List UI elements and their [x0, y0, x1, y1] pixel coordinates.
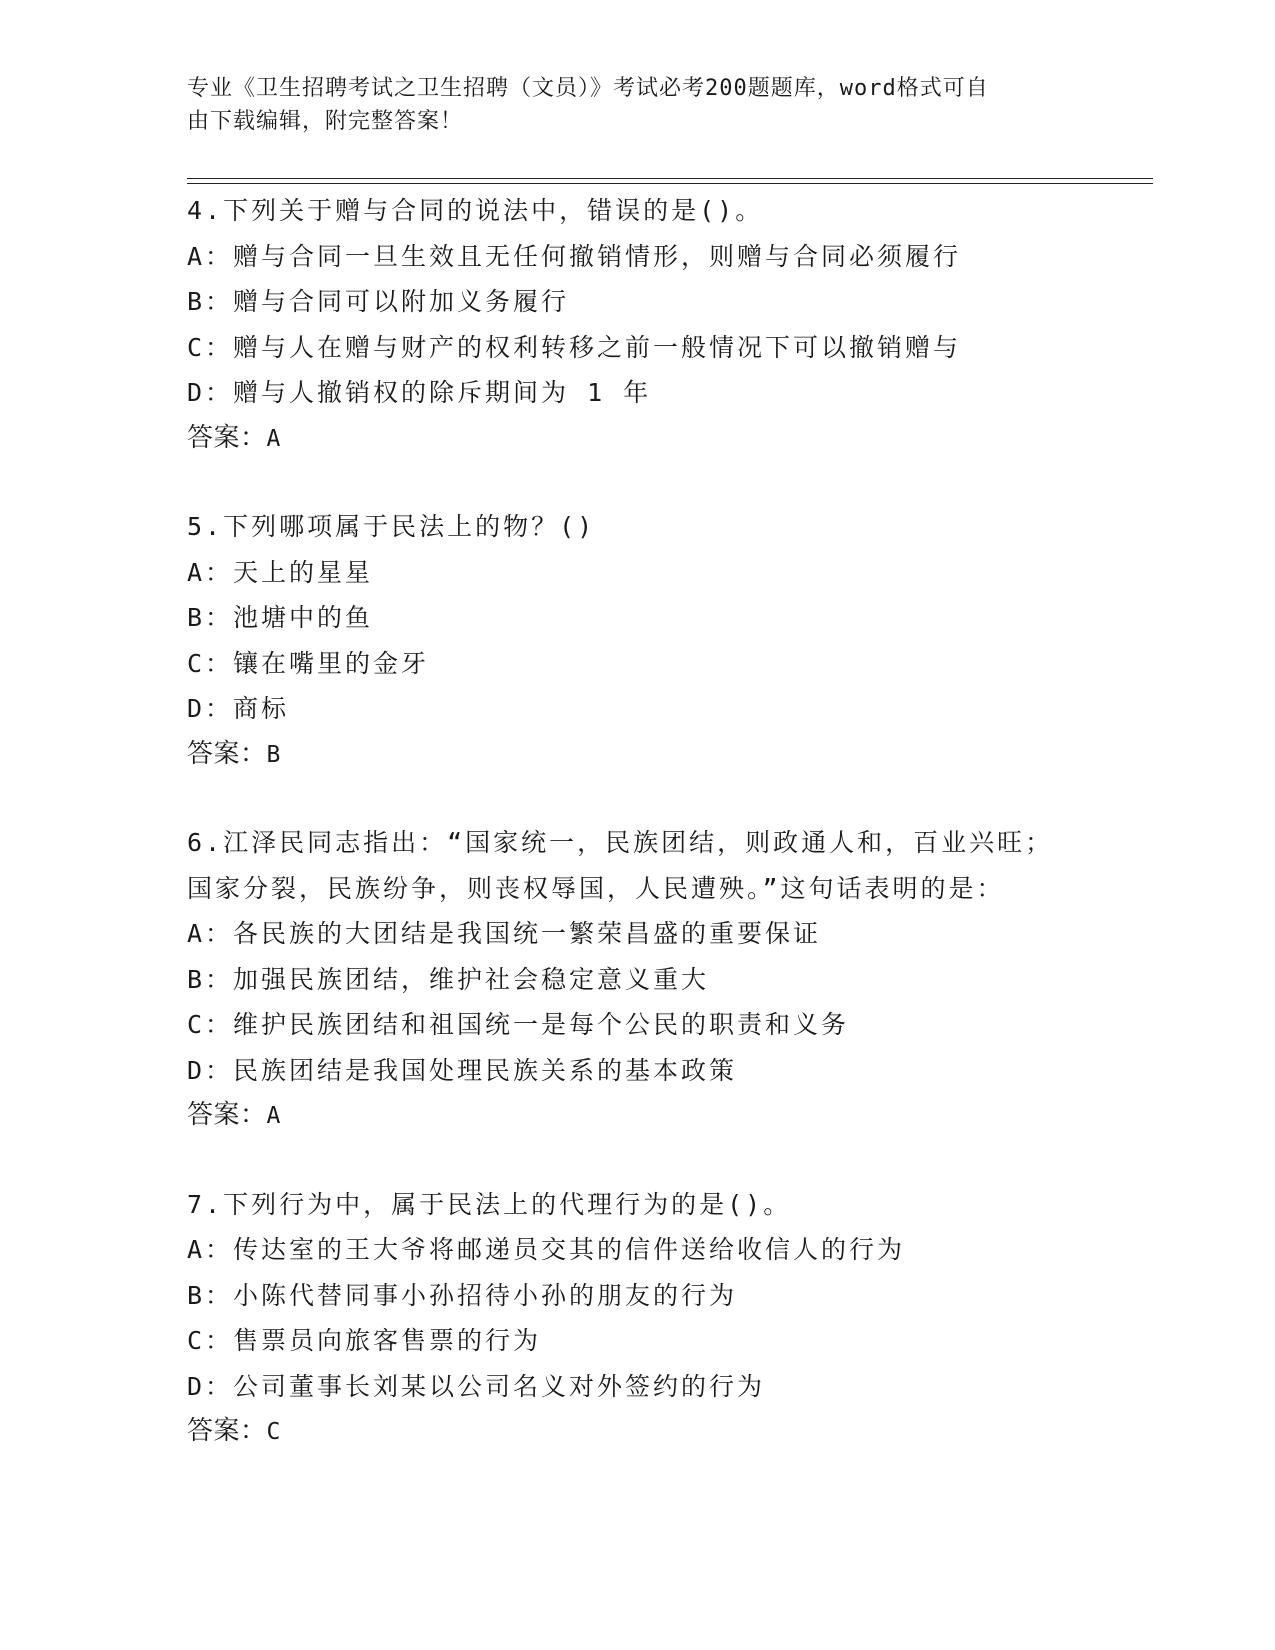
question-stem: 6.江泽民同志指出：“国家统一，民族团结，则政通人和，百业兴旺；	[187, 828, 1054, 857]
question-list	[187, 188, 1187, 1498]
option-d: D：商标	[187, 694, 290, 723]
header-rule-top	[187, 178, 1153, 179]
option-c: C：售票员向旅客售票的行为	[187, 1326, 542, 1355]
document-header	[187, 72, 1087, 138]
question-4	[187, 188, 1187, 461]
question-5	[187, 504, 1187, 777]
header-line-2: 由下载编辑，附完整答案！	[187, 109, 464, 134]
option-b: B：赠与合同可以附加义务履行	[187, 287, 570, 316]
answer-line	[187, 732, 1187, 778]
option-d: D：赠与人撤销权的除斥期间为 1 年	[187, 378, 652, 407]
option-a: A：天上的星星	[187, 557, 374, 587]
answer-value: A	[266, 1103, 281, 1129]
answer-label: 答案：	[187, 1416, 267, 1446]
answer-line	[187, 416, 1187, 462]
answer-line	[187, 1409, 1187, 1455]
answer-value: B	[266, 741, 281, 768]
answer-value: C	[266, 1419, 281, 1445]
question-stem: 7.下列行为中，属于民法上的代理行为的是()。	[187, 1189, 792, 1219]
question-7	[187, 1182, 1187, 1455]
option-c: C：镶在嘴里的金牙	[187, 648, 430, 678]
header-line-1: 专业《卫生招聘考试之卫生招聘（文员）》考试必考200题题库，word格式可自	[187, 76, 989, 101]
option-b: B：加强民族团结，维护社会稳定意义重大	[187, 964, 710, 994]
option-a: A：各民族的大团结是我国统一繁荣昌盛的重要保证	[187, 919, 822, 948]
header-rule-bottom	[187, 183, 1153, 184]
option-d: D：民族团结是我国处理民族关系的基本政策	[187, 1055, 738, 1085]
answer-label: 答案：	[187, 1100, 267, 1130]
question-stem: 4.下列关于赠与合同的说法中，错误的是()。	[187, 196, 764, 225]
question-6	[187, 820, 1187, 1139]
answer-label: 答案：	[187, 738, 267, 769]
option-c: C：赠与人在赠与财产的权利转移之前一般情况下可以撤销赠与	[187, 332, 962, 362]
option-a: A：传达室的王大爷将邮递员交其的信件送给收信人的行为	[187, 1235, 906, 1264]
option-b: B：小陈代替同事小孙招待小孙的朋友的行为	[187, 1280, 738, 1310]
option-a: A：赠与合同一旦生效且无任何撤销情形，则赠与合同必须履行	[187, 241, 962, 271]
answer-line	[187, 1093, 1187, 1139]
option-d: D：公司董事长刘某以公司名义对外签约的行为	[187, 1371, 766, 1401]
question-stem: 5.下列哪项属于民法上的物？()	[187, 512, 596, 541]
question-stem-continued: 国家分裂，民族纷争，则丧权辱国，人民遭殃。”这句话表明的是：	[187, 873, 1005, 903]
option-c: C：维护民族团结和祖国统一是每个公民的职责和义务	[187, 1010, 850, 1039]
option-b: B：池塘中的鱼	[187, 603, 374, 632]
answer-label: 答案：	[187, 422, 267, 453]
answer-value: A	[266, 425, 281, 452]
